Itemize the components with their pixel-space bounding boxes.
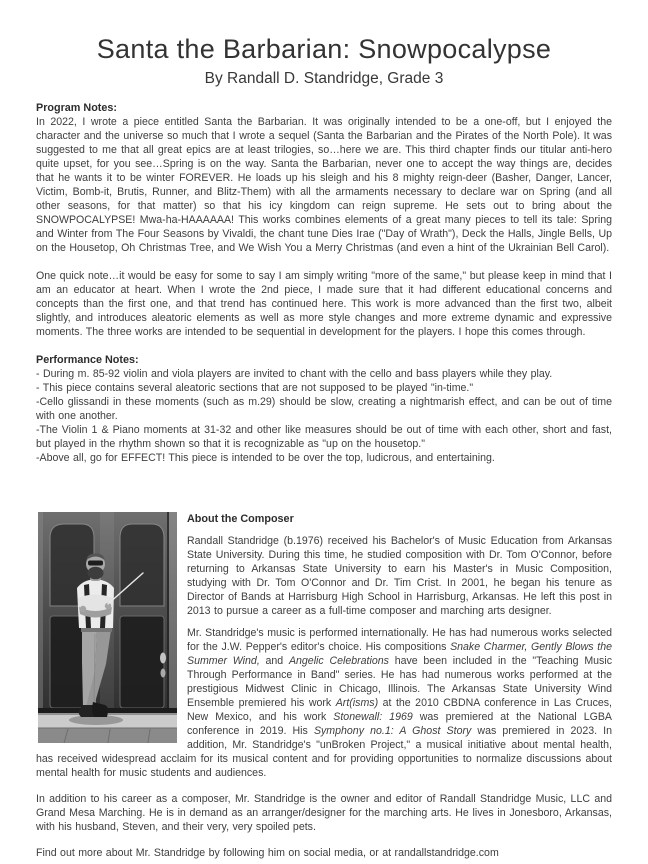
composer-photo <box>38 512 177 743</box>
about-composer-section <box>36 512 612 860</box>
performance-notes-section <box>36 353 612 465</box>
program-notes-heading: Program Notes: <box>36 102 117 114</box>
performance-note-item: -The Violin 1 & Piano moments at 31-32 and other like measures should be out of time with each other, short and fast, but played in the rhythm shown so that it is recognizable as "up on the housetop." <box>36 424 612 450</box>
about-paragraph-1: Randall Standridge (b.1976) received his Bachelor's of Music Education from Arkansas State University. During this time, he studied composition with Dr. Tom O'Connor, before returning to Arkansas State University to earn his Master's in Music Composition, studying with Dr. Tom O'Connor and Dr. Tim Crist. In 2001, he began his tenure as Director of Bands at Harrisburg High School in Harrisburg, Arkansas. He left this post in 2013 to pursue a career as a full-time composer and marching arts designer. <box>187 535 612 617</box>
performance-note-item: -Above all, go for EFFECT! This piece is intended to be over the top, ludicrous, and entertaining. <box>36 452 495 464</box>
about-paragraph-2: Mr. Standridge's music is performed internationally. He has had numerous works selected for the J.W. Pepper's editor's choice. His compositions Snake Charmer, Gently Blows the Summer Wind, and Angelic Celebrations have been included in the "Teaching Music Through Performance in Band" series. He has had numerous works performed at the prestigious Midwest Clinic in Chicago, Illinois. The Arkansas State University Wind Ensemble premiered his work Art(isms) at the 2010 CBDNA conference in Las Cruces, New Mexico, and his work Stonewall: 1969 was premiered at the National LGBA conference in 2019. His Symphony no.1: A Ghost Story was premiered in 2023. In addition, Mr. Standridge's "unBroken Project," a musical initiative about mental health, has received widespread acclaim for its musical content and for providing opportunities to normalize discussions about mental health for music students and audiences. <box>36 627 613 779</box>
program-notes-paragraph-2: One quick note…it would be easy for some to say I am simply writing "more of the same," but please keep in mind that I am an educator at heart. When I wrote the 2nd piece, I made sure that it had different educational concerns and concepts than the first one, and that trend has continued here. This work is more advanced than the first two, albeit slightly, and introduces aleatoric elements as well as more style changes and more extreme dynamic and expressive moments. The three works are intended to be sequential in development for the players. I hope this comes through. <box>36 270 612 338</box>
program-notes-section <box>36 101 612 339</box>
program-notes-paragraph-1: In 2022, I wrote a piece entitled Santa the Barbarian. It was originally intended to be a one-off, but I enjoyed the character and the universe so much that I wrote a sequel (Santa the Barbarian and the Pirates of the North Pole). It was suggested to me that all great epics are at least trilogies, so…here we are. This third chapter finds our titular anti-hero quite upset, for you see…Spring is on the way. Santa the Barbarian, never one to accept the way things are, decides that he wants it to be winter FOREVER. He loads up his sleigh and his 8 mighty reign-deer (Basher, Danger, Lancer, Victim, Bomb-it, Brutis, Runner, and Blitz-Them) with all the armaments necessary to declare war on Spring (and all other seasons, for that matter) so that his icy kingdom can reign supreme. He sets out to bring about the SNOWPOCALYPSE! Mwa-ha-HAAAAAA! This works combines elements of a great many pieces to tell its tale: Spring and Winter from The Four Seasons by Vivaldi, the chant tune Dies Irae ("Day of Wrath"), Deck the Halls, Jingle Bells, Up on the Housetop, Oh Christmas Tree, and We Wish You a Merry Christmas (and even a hint of the Ukrainian Bell Carol). <box>36 116 612 254</box>
performance-note-item: - This piece contains several aleatoric sections that are not supposed to be played "in-time." <box>36 382 474 394</box>
page-title: Santa the Barbarian: Snowpocalypse <box>96 34 552 64</box>
performance-note-item: - During m. 85-92 violin and viola players are invited to chant with the cello and bass players while they play. <box>36 368 553 380</box>
page-subtitle: By Randall D. Standridge, Grade 3 <box>204 70 444 87</box>
composer-photo-illustration <box>38 512 177 743</box>
about-paragraph-4: Find out more about Mr. Standridge by following him on social media, or at randallstandridge.com <box>36 847 499 859</box>
about-heading: About the Composer <box>187 513 294 525</box>
performance-notes-heading: Performance Notes: <box>36 354 139 366</box>
performance-note-item: -Cello glissandi in these moments (such as m.29) should be slow, creating a nightmarish effect, and can be out of time with one another. <box>36 396 612 422</box>
about-paragraph-3: In addition to his career as a composer, Mr. Standridge is the owner and editor of Randall Standridge Music, LLC and Grand Mesa Marching. He is in demand as an arranger/designer for the marching arts. He lives in Jonesboro, Arkansas, with his husband, Steven, and their very, very spoiled pets. <box>36 793 612 833</box>
